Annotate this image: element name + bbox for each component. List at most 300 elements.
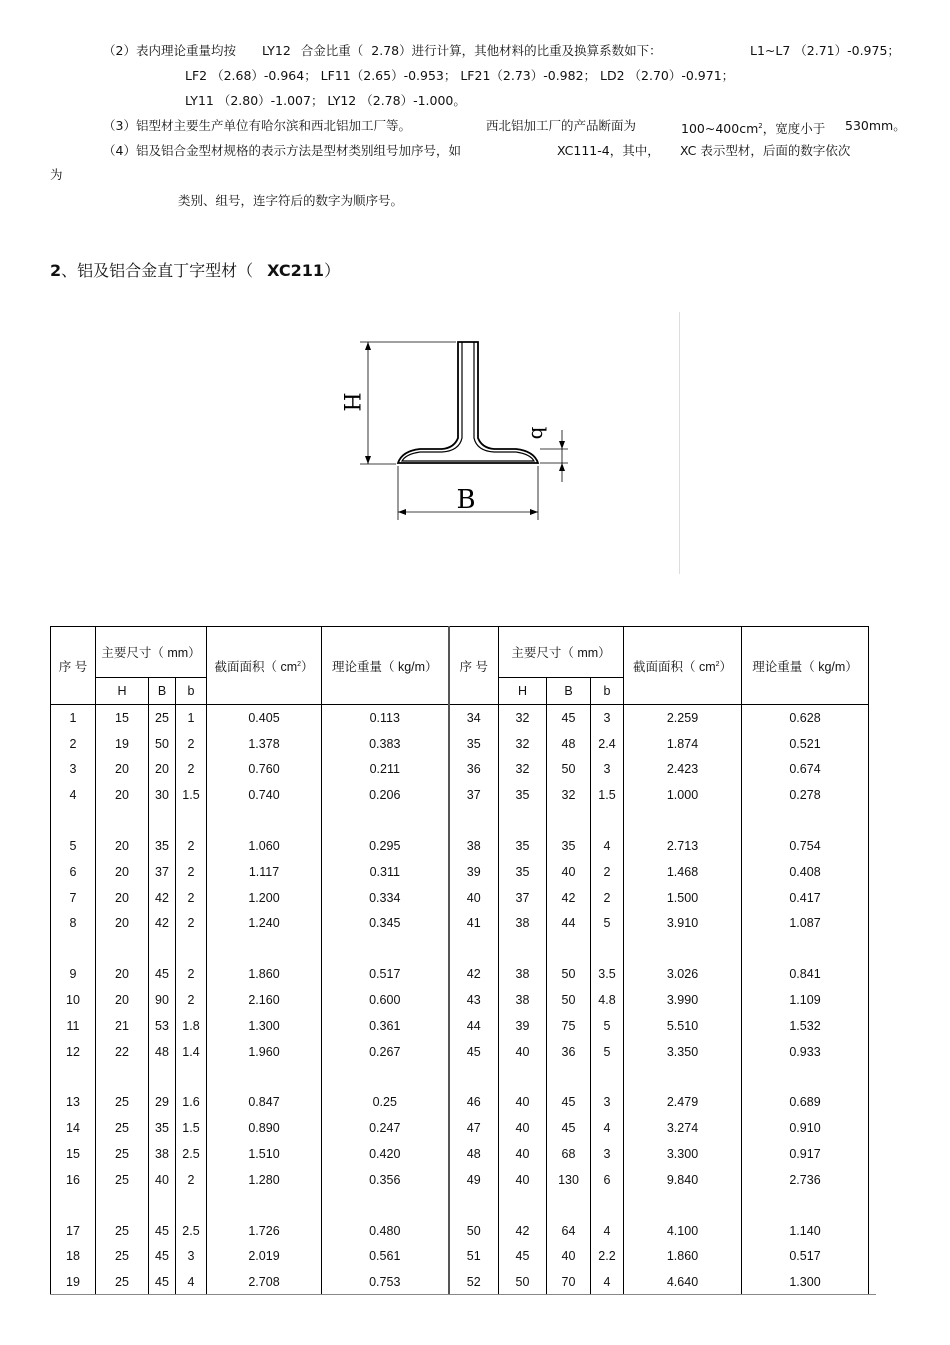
hdr-dims-left: 主要尺寸（ mm）	[96, 627, 207, 678]
table-cell: 0.408	[742, 859, 869, 885]
table-cell: 40	[499, 1167, 547, 1193]
table-row	[51, 782, 869, 808]
hdr-area-right	[624, 627, 742, 705]
table-spacer-cell	[322, 936, 449, 961]
table-row	[51, 1039, 869, 1065]
table-row	[51, 1090, 869, 1116]
note-2-line-2: LF2 （2.68）-0.964； LF11（2.65）-0.953； LF21（2.73）-0.982； LD2 （2.70）-0.971；	[185, 68, 735, 83]
note-3-sup: 2	[758, 122, 763, 130]
table-cell: 0.917	[742, 1141, 869, 1167]
table-spacer-cell	[51, 1065, 96, 1090]
table-spacer-cell	[742, 936, 869, 961]
table-cell: 0.480	[322, 1218, 449, 1244]
h-arrow-bottom	[365, 456, 371, 464]
table-spacer-cell	[51, 1193, 96, 1218]
note-3-a: （3）铝型材主要生产单位有哈尔滨和西北铝加工厂等。	[103, 118, 411, 133]
table-row	[51, 705, 869, 731]
table-cell: 35	[449, 731, 499, 757]
table-cell: 42	[149, 885, 176, 911]
table-cell: 32	[499, 705, 547, 731]
section-number: 2	[50, 261, 62, 280]
table-cell: 0.267	[322, 1039, 449, 1065]
table-cell: 1.109	[742, 987, 869, 1013]
table-cell: 2	[591, 859, 624, 885]
table-bottom-rule	[50, 1294, 876, 1295]
table-cell: 0.211	[322, 757, 449, 783]
table-cell: 39	[499, 1013, 547, 1039]
table-spacer-cell	[547, 936, 591, 961]
table-spacer-cell	[499, 808, 547, 833]
note-3-d: ，宽度小于	[762, 121, 826, 137]
table-cell: 25	[96, 1269, 149, 1295]
table-cell: 1.860	[624, 1244, 742, 1270]
table-cell: 2.019	[207, 1244, 322, 1270]
table-cell: 1.6	[176, 1090, 207, 1116]
table-cell: 4	[176, 1269, 207, 1295]
table-cell: 3.350	[624, 1039, 742, 1065]
table-cell: 3.910	[624, 911, 742, 937]
table-spacer-cell	[742, 1065, 869, 1090]
table-spacer-cell	[591, 1065, 624, 1090]
table-cell: 0.841	[742, 961, 869, 987]
table-cell: 0.561	[322, 1244, 449, 1270]
table-cell: 20	[96, 833, 149, 859]
note-2-density: 2.78）进行计算，其他材料的比重及换算系数如下：	[371, 43, 662, 58]
table-cell: 0.361	[322, 1013, 449, 1039]
table-cell: 0.933	[742, 1039, 869, 1065]
hdr-no-left: 序 号	[51, 627, 96, 705]
table-cell: 0.356	[322, 1167, 449, 1193]
table-spacer-cell	[624, 1065, 742, 1090]
table-cell: 4.100	[624, 1218, 742, 1244]
table-spacer-cell	[176, 1193, 207, 1218]
table-row	[51, 1167, 869, 1193]
sub-b-right: b	[591, 678, 624, 705]
table-row	[51, 1141, 869, 1167]
dim-label-B: B	[456, 485, 476, 515]
hdr-area-sup: 2	[715, 660, 720, 668]
table-cell: 1.140	[742, 1218, 869, 1244]
note-4-c: XC 表示型材，后面的数字依次	[680, 143, 851, 158]
table-cell: 9	[51, 961, 96, 987]
figure-divider	[679, 312, 680, 574]
table-cell: 2	[176, 731, 207, 757]
table-cell: 0.600	[322, 987, 449, 1013]
table-spacer-cell	[149, 1193, 176, 1218]
table-cell: 0.628	[742, 705, 869, 731]
table-cell: 9.840	[624, 1167, 742, 1193]
table-spacer-cell	[547, 1193, 591, 1218]
table-cell: 32	[499, 757, 547, 783]
table-cell: 49	[449, 1167, 499, 1193]
table-cell: 35	[149, 1115, 176, 1141]
table-cell: 36	[547, 1039, 591, 1065]
t-profile-inner	[402, 342, 534, 461]
table-cell: 35	[547, 833, 591, 859]
table-cell: 1.117	[207, 859, 322, 885]
table-cell: 6	[51, 859, 96, 885]
table-cell: 40	[499, 1039, 547, 1065]
table-cell: 45	[449, 1039, 499, 1065]
table-spacer-row	[51, 1193, 869, 1218]
table-cell: 1.5	[176, 1115, 207, 1141]
table-cell: 3	[591, 705, 624, 731]
note-4-wrap: 为	[50, 167, 63, 182]
hdr-area-close: ）	[719, 659, 733, 674]
table-cell: 2.713	[624, 833, 742, 859]
table-cell: 38	[149, 1141, 176, 1167]
table-spacer-cell	[322, 1193, 449, 1218]
note-4-a: （4）铝及铝合金型材规格的表示方法是型材类别组号加序号，如	[103, 143, 461, 158]
table-cell: 50	[149, 731, 176, 757]
table-cell: 2	[591, 885, 624, 911]
hdr-weight-left: 理论重量（ kg/m）	[322, 627, 449, 705]
table-cell: 1.960	[207, 1039, 322, 1065]
table-cell: 16	[51, 1167, 96, 1193]
table-spacer-cell	[51, 936, 96, 961]
table-cell: 45	[149, 1218, 176, 1244]
table-cell: 1.468	[624, 859, 742, 885]
table-cell: 4	[591, 1115, 624, 1141]
table-cell: 1.510	[207, 1141, 322, 1167]
table-cell: 20	[96, 885, 149, 911]
table-cell: 45	[149, 1269, 176, 1295]
table-cell: 45	[547, 1115, 591, 1141]
table-spacer-cell	[449, 1193, 499, 1218]
hdr-area-left	[207, 627, 322, 705]
dim-label-b: b	[527, 426, 551, 440]
table-spacer-cell	[624, 808, 742, 833]
table-cell: 17	[51, 1218, 96, 1244]
table-row	[51, 961, 869, 987]
table-spacer-cell	[207, 936, 322, 961]
note-4-b: XC111-4，其中，	[557, 143, 660, 158]
table-cell: 2	[176, 1167, 207, 1193]
table-cell: 1.8	[176, 1013, 207, 1039]
table-cell: 35	[149, 833, 176, 859]
table-spacer-cell	[176, 808, 207, 833]
note-3-area: 100~400cm	[681, 121, 759, 137]
table-cell: 2	[176, 859, 207, 885]
table-cell: 51	[449, 1244, 499, 1270]
table-row	[51, 885, 869, 911]
table-cell: 0.206	[322, 782, 449, 808]
table-cell: 20	[149, 757, 176, 783]
table-cell: 5	[591, 911, 624, 937]
section-title: 、铝及铝合金直丁字型材（	[61, 261, 254, 280]
table-cell: 44	[449, 1013, 499, 1039]
table-cell: 2.160	[207, 987, 322, 1013]
table-cell: 25	[96, 1115, 149, 1141]
table-spacer-row	[51, 808, 869, 833]
table-cell: 0.521	[742, 731, 869, 757]
table-cell: 2	[51, 731, 96, 757]
note-2-prefix: （2）表内理论重量均按	[103, 43, 236, 58]
table-cell: 0.674	[742, 757, 869, 783]
table-cell: 42	[449, 961, 499, 987]
table-cell: 0.311	[322, 859, 449, 885]
table-cell: 5.510	[624, 1013, 742, 1039]
table-cell: 35	[499, 859, 547, 885]
hdr-dims-right: 主要尺寸（ mm）	[499, 627, 624, 678]
table-cell: 39	[449, 859, 499, 885]
hdr-area-text: 截面面积（ cm	[632, 659, 716, 674]
table-cell: 2	[176, 757, 207, 783]
table-cell: 12	[51, 1039, 96, 1065]
table-cell: 1.300	[742, 1269, 869, 1295]
table-cell: 1	[176, 705, 207, 731]
table-spacer-cell	[96, 808, 149, 833]
table-cell: 1.087	[742, 911, 869, 937]
table-cell: 25	[96, 1244, 149, 1270]
table-cell: 8	[51, 911, 96, 937]
table-cell: 0.247	[322, 1115, 449, 1141]
table-cell: 14	[51, 1115, 96, 1141]
table-cell: 45	[547, 705, 591, 731]
note-2-mid: 合金比重（	[300, 43, 364, 58]
section-close: ）	[324, 261, 341, 280]
table-row	[51, 757, 869, 783]
table-cell: 0.420	[322, 1141, 449, 1167]
table-spacer-cell	[742, 808, 869, 833]
table-cell: 10	[51, 987, 96, 1013]
table-cell: 0.278	[742, 782, 869, 808]
table-cell: 2.423	[624, 757, 742, 783]
table-cell: 2.5	[176, 1141, 207, 1167]
table-cell: 0.760	[207, 757, 322, 783]
table-cell: 0.754	[742, 833, 869, 859]
sub-B-right: B	[547, 678, 591, 705]
table-row	[51, 911, 869, 937]
table-cell: 50	[547, 961, 591, 987]
table-cell: 5	[591, 1013, 624, 1039]
table-cell: 4	[591, 1218, 624, 1244]
table-spacer-cell	[449, 808, 499, 833]
table-cell: 2.708	[207, 1269, 322, 1295]
table-spacer-cell	[499, 1193, 547, 1218]
table-cell: 40	[547, 859, 591, 885]
table-cell: 64	[547, 1218, 591, 1244]
table-cell: 0.334	[322, 885, 449, 911]
note-2-alloy: LY12	[261, 43, 291, 58]
note-4-line-2: 类别、组号，连字符后的数字为顺序号。	[178, 193, 404, 208]
table-spacer-cell	[742, 1193, 869, 1218]
table-cell: 20	[96, 859, 149, 885]
table-cell: 40	[499, 1141, 547, 1167]
table-spacer-cell	[499, 936, 547, 961]
table-spacer-cell	[96, 1065, 149, 1090]
table-cell: 21	[96, 1013, 149, 1039]
table-cell: 15	[51, 1141, 96, 1167]
table-cell: 25	[96, 1090, 149, 1116]
table-cell: 0.25	[322, 1090, 449, 1116]
table-cell: 1	[51, 705, 96, 731]
t-section-figure	[330, 320, 590, 530]
table-cell: 25	[96, 1218, 149, 1244]
table-cell: 4	[591, 833, 624, 859]
table-cell: 2	[176, 961, 207, 987]
section-code: XC211	[267, 261, 325, 280]
note-3-e: 530mm。	[845, 118, 906, 133]
table-cell: 32	[547, 782, 591, 808]
table-cell: 0.890	[207, 1115, 322, 1141]
table-spacer-cell	[591, 1193, 624, 1218]
b-small-arrow-top	[559, 441, 565, 449]
table-cell: 45	[547, 1090, 591, 1116]
table-cell: 48	[547, 731, 591, 757]
table-cell: 34	[449, 705, 499, 731]
table-row	[51, 987, 869, 1013]
table-cell: 1.5	[591, 782, 624, 808]
table-cell: 0.345	[322, 911, 449, 937]
table-cell: 0.405	[207, 705, 322, 731]
table-cell: 0.847	[207, 1090, 322, 1116]
table-cell: 0.753	[322, 1269, 449, 1295]
table-cell: 42	[547, 885, 591, 911]
table-cell: 2	[176, 987, 207, 1013]
table-spacer-cell	[149, 808, 176, 833]
table-cell: 2.5	[176, 1218, 207, 1244]
table-cell: 75	[547, 1013, 591, 1039]
table-spacer-cell	[322, 808, 449, 833]
sub-B-left: B	[149, 678, 176, 705]
table-cell: 41	[449, 911, 499, 937]
table-cell: 7	[51, 885, 96, 911]
table-row	[51, 731, 869, 757]
table-row	[51, 1218, 869, 1244]
table-cell: 1.5	[176, 782, 207, 808]
table-cell: 22	[96, 1039, 149, 1065]
table-cell: 40	[149, 1167, 176, 1193]
table-cell: 0.689	[742, 1090, 869, 1116]
note-3-c	[681, 118, 825, 137]
table-cell: 37	[499, 885, 547, 911]
table-row	[51, 1269, 869, 1295]
t-profile-outline	[398, 342, 538, 463]
hdr-area-sup: 2	[297, 660, 302, 668]
sub-H-right: H	[499, 678, 547, 705]
table-cell: 6	[591, 1167, 624, 1193]
hdr-area-text: 截面面积（ cm	[214, 659, 298, 674]
note-3-b: 西北铝加工厂的产品断面为	[486, 118, 637, 133]
table-row	[51, 1013, 869, 1039]
table-cell: 32	[499, 731, 547, 757]
table-cell: 4	[51, 782, 96, 808]
table-cell: 0.740	[207, 782, 322, 808]
table-spacer-cell	[96, 936, 149, 961]
table-spacer-cell	[547, 1065, 591, 1090]
table-row	[51, 1244, 869, 1270]
table-cell: 37	[449, 782, 499, 808]
table-cell: 20	[96, 782, 149, 808]
table-cell: 45	[149, 961, 176, 987]
table-cell: 25	[149, 705, 176, 731]
table-cell: 44	[547, 911, 591, 937]
table-row	[51, 1115, 869, 1141]
table-cell: 40	[449, 885, 499, 911]
hdr-no-right: 序 号	[449, 627, 499, 705]
table-cell: 35	[499, 833, 547, 859]
table-cell: 2.4	[591, 731, 624, 757]
table-cell: 53	[149, 1013, 176, 1039]
table-cell: 70	[547, 1269, 591, 1295]
table-cell: 3.026	[624, 961, 742, 987]
table-cell: 13	[51, 1090, 96, 1116]
table-cell: 47	[449, 1115, 499, 1141]
table-spacer-cell	[149, 1065, 176, 1090]
b-arrow-left	[398, 509, 406, 515]
table-cell: 1.280	[207, 1167, 322, 1193]
table-cell: 30	[149, 782, 176, 808]
table-spacer-cell	[547, 808, 591, 833]
table-cell: 0.517	[742, 1244, 869, 1270]
table-cell: 20	[96, 987, 149, 1013]
table-cell: 3	[176, 1244, 207, 1270]
table-cell: 2.479	[624, 1090, 742, 1116]
table-cell: 0.910	[742, 1115, 869, 1141]
table-cell: 3	[591, 1141, 624, 1167]
table-cell: 1.726	[207, 1218, 322, 1244]
table-cell: 0.517	[322, 961, 449, 987]
table-spacer-cell	[207, 1193, 322, 1218]
table-cell: 5	[51, 833, 96, 859]
table-spacer-cell	[51, 808, 96, 833]
table-cell: 45	[499, 1244, 547, 1270]
table-cell: 36	[449, 757, 499, 783]
table-cell: 29	[149, 1090, 176, 1116]
table-cell: 0.417	[742, 885, 869, 911]
table-cell: 3.990	[624, 987, 742, 1013]
table-cell: 68	[547, 1141, 591, 1167]
table-cell: 1.532	[742, 1013, 869, 1039]
table-cell: 15	[96, 705, 149, 731]
note-2-l1: L1~L7 （2.71）-0.975；	[750, 43, 900, 58]
table-cell: 3.274	[624, 1115, 742, 1141]
table-cell: 1.000	[624, 782, 742, 808]
table-spacer-cell	[449, 1065, 499, 1090]
table-row	[51, 833, 869, 859]
table-cell: 43	[449, 987, 499, 1013]
table-cell: 2	[176, 911, 207, 937]
table-cell: 5	[591, 1039, 624, 1065]
table-spacer-cell	[207, 808, 322, 833]
table-cell: 38	[449, 833, 499, 859]
table-spacer-cell	[149, 936, 176, 961]
table-spacer-cell	[624, 936, 742, 961]
table-cell: 20	[96, 757, 149, 783]
dim-label-H: H	[338, 392, 363, 412]
table-cell: 3	[591, 757, 624, 783]
table-cell: 0.113	[322, 705, 449, 731]
table-cell: 1.874	[624, 731, 742, 757]
table-cell: 1.200	[207, 885, 322, 911]
table-spacer-row	[51, 936, 869, 961]
table-cell: 40	[499, 1090, 547, 1116]
b-small-arrow-bottom	[559, 463, 565, 471]
table-cell: 48	[449, 1141, 499, 1167]
h-arrow-top	[365, 342, 371, 350]
hdr-weight-right: 理论重量（ kg/m）	[742, 627, 869, 705]
table-cell: 1.4	[176, 1039, 207, 1065]
table-cell: 42	[149, 911, 176, 937]
table-cell: 19	[51, 1269, 96, 1295]
table-cell: 20	[96, 961, 149, 987]
table-cell: 25	[96, 1167, 149, 1193]
table-spacer-cell	[499, 1065, 547, 1090]
table-spacer-cell	[176, 936, 207, 961]
table-cell: 4.640	[624, 1269, 742, 1295]
table-cell: 18	[51, 1244, 96, 1270]
